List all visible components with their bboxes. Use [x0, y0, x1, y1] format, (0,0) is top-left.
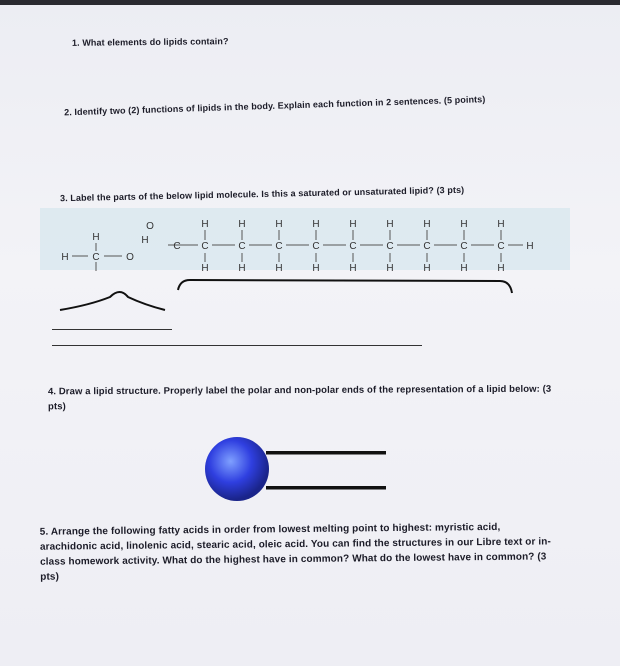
atom-h-chain-top: H [275, 219, 283, 230]
atom-h-chain-bottom: H [349, 263, 357, 274]
question-1: 1. What elements do lipids contain? [71, 36, 229, 48]
question-5: 5. Arrange the following fatty acids in order from lowest melting point to highest: myristic acid, arachidonic acid, linolenic acid, stearic acid, oleic acid. You can find the structures in our Libre text or in-class homework activity. What do the highest have in common? What do the lowest have in common? (3 pts) [39, 521, 551, 583]
question-4: 4. Draw a lipid structure. Properly label the polar and non-polar ends of the representation of a lipid below: (3 pts) [47, 383, 552, 413]
nonpolar-tail-upper [266, 451, 386, 455]
atom-o-head: O [126, 252, 134, 263]
atom-h-chain-top: H [460, 219, 468, 230]
answer-line-2 [52, 345, 422, 346]
atom-h-chain-top: H [201, 219, 209, 230]
atom-h-carbonyl: H [141, 235, 149, 246]
atom-h-chain-bottom: H [275, 263, 283, 274]
head-bracket [60, 292, 165, 310]
lipid-molecule-diagram [40, 205, 580, 325]
atom-h-chain-top: H [238, 219, 246, 230]
polar-head-circle [205, 437, 269, 501]
atom-h-chain-bottom: H [423, 263, 431, 274]
tail-bracket [178, 280, 512, 293]
atom-c-chain: C [201, 241, 209, 252]
lipid-structure-diagram [200, 432, 400, 507]
answer-line-1 [52, 329, 172, 330]
atom-c-head: C [92, 252, 100, 263]
atom-h-chain-top: H [312, 219, 320, 230]
atom-h-chain-top: H [349, 219, 357, 230]
question-2: 2. Identify two (2) functions of lipids in the body. Explain each function in 2 sentences. (5 points) [63, 94, 486, 118]
nonpolar-tail-lower [266, 486, 386, 490]
atom-h-chain-top: H [497, 219, 505, 230]
atom-c-chain: C [349, 241, 357, 252]
atom-h-chain-bottom: H [312, 263, 320, 274]
atom-h-head-top: H [92, 232, 100, 243]
atom-h-chain-bottom: H [238, 263, 246, 274]
atom-h-chain-top: H [386, 219, 394, 230]
atom-c-chain: C [386, 241, 394, 252]
atom-h-chain-bottom: H [460, 263, 468, 274]
atom-c-chain: C [275, 241, 283, 252]
atom-h-chain-top: H [423, 219, 431, 230]
atom-c-chain: C [460, 241, 468, 252]
atom-c-chain: C [238, 241, 246, 252]
question-3: 3. Label the parts of the below lipid molecule. Is this a saturated or unsaturated lipid? (3 pts) [59, 184, 465, 204]
atom-c-carbonyl: C [173, 241, 181, 252]
atom-h-chain-bottom: H [497, 263, 505, 274]
page-top-edge [0, 0, 620, 5]
atom-c-chain: C [423, 241, 431, 252]
atom-h-head: H [61, 252, 69, 263]
atom-h-end: H [526, 241, 534, 252]
atom-c-chain: C [497, 241, 505, 252]
atom-h-chain-bottom: H [386, 263, 394, 274]
atom-o-carbonyl: O [146, 221, 154, 232]
atom-h-chain-bottom: H [201, 263, 209, 274]
atom-c-chain: C [312, 241, 320, 252]
